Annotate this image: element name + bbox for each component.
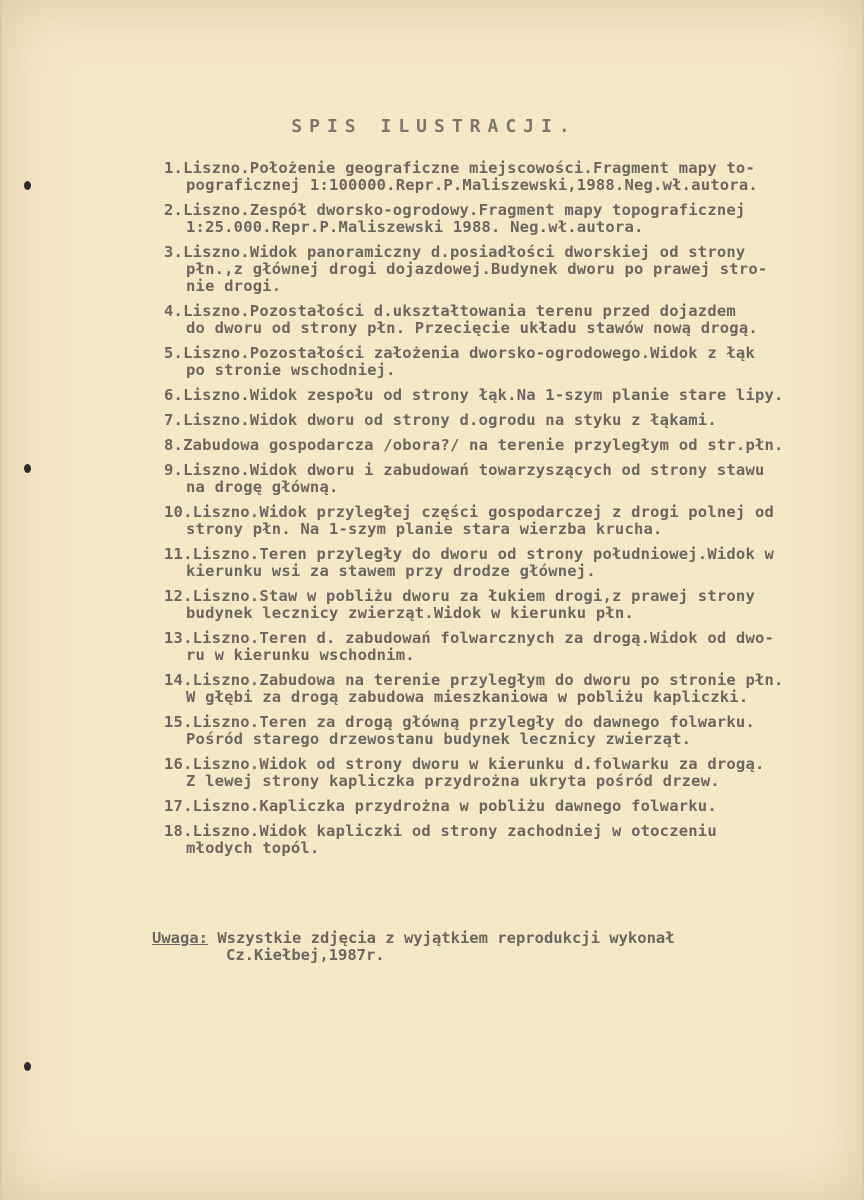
illustration-entry — [164, 412, 854, 429]
entry-number: 17. — [164, 797, 193, 815]
illustration-entry — [164, 672, 854, 706]
note-text: Wszystkie zdjęcia z wyjątkiem reprodukcji wykonał — [208, 929, 675, 947]
entry-text: Liszno.Widok zespołu od strony łąk.Na 1-szym planie stare lipy. — [183, 386, 784, 404]
entry-text: W głębi za drogą zabudowa mieszkaniowa w pobliżu kapliczki. — [186, 688, 749, 706]
illustration-entry — [164, 160, 854, 194]
entry-continuation-line — [164, 563, 854, 580]
entry-text: młodych topól. — [186, 839, 320, 857]
entry-continuation-line — [164, 362, 854, 379]
punch-hole-mark — [24, 1062, 31, 1071]
document-title: SPIS ILUSTRACJI. — [291, 116, 577, 137]
entry-number: 8. — [164, 436, 184, 454]
illustration-entry — [164, 504, 854, 538]
entry-text: na drogę główną. — [186, 478, 339, 496]
illustration-entry — [164, 714, 854, 748]
illustration-entry — [164, 345, 854, 379]
entry-number: 1. — [164, 159, 184, 177]
entry-number: 16. — [164, 755, 193, 773]
entry-first-line — [164, 714, 854, 731]
entry-first-line — [164, 823, 854, 840]
entry-number: 15. — [164, 713, 193, 731]
illustration-entry — [164, 387, 854, 404]
entry-text: Liszno.Kapliczka przydrożna w pobliżu dawnego folwarku. — [192, 797, 717, 815]
entry-first-line — [164, 437, 854, 454]
entry-first-line — [164, 462, 854, 479]
entry-text: Liszno.Teren za drogą główną przyległy do dawnego folwarku. — [192, 713, 755, 731]
entry-text: po stronie wschodniej. — [186, 361, 396, 379]
entry-number: 7. — [164, 411, 184, 429]
entry-continuation-line — [164, 320, 854, 337]
note-label: Uwaga: — [152, 929, 208, 947]
entry-first-line — [164, 630, 854, 647]
entry-text: Liszno.Pozostałości założenia dworsko-ogrodowego.Widok z łąk — [183, 344, 755, 362]
entry-text: Liszno.Pozostałości d.ukształtowania terenu przed dojazdem — [183, 302, 736, 320]
punch-hole-mark — [24, 464, 31, 473]
entry-first-line — [164, 303, 854, 320]
note — [152, 930, 675, 964]
illustration-entry — [164, 244, 854, 295]
entry-text: pograficznej 1:100000.Repr.P.Maliszewski,1988.Neg.wł.autora. — [186, 176, 758, 194]
entry-text: kierunku wsi za stawem przy drodze głównej. — [186, 562, 596, 580]
entry-text: Zabudowa gospodarcza /obora?/ na terenie przyległym od str.płn. — [183, 436, 784, 454]
entry-text: Liszno.Widok dworu i zabudowań towarzyszących od strony stawu — [183, 461, 765, 479]
entry-continuation-line — [164, 521, 854, 538]
entry-continuation-line — [164, 773, 854, 790]
entry-text: do dworu od strony płn. Przecięcie układu stawów nową drogą. — [186, 319, 758, 337]
entry-text: budynek lecznicy zwierząt.Widok w kierunku płn. — [186, 604, 634, 622]
entry-first-line — [164, 546, 854, 563]
entry-first-line — [164, 202, 854, 219]
illustration-entry — [164, 588, 854, 622]
entry-first-line — [164, 412, 854, 429]
entry-text: 1:25.000.Repr.P.Maliszewski 1988. Neg.wł.autora. — [186, 218, 644, 236]
entry-number: 6. — [164, 386, 184, 404]
entry-first-line — [164, 244, 854, 261]
entry-continuation-line — [164, 840, 854, 857]
punch-hole-mark — [24, 181, 31, 190]
entry-number: 9. — [164, 461, 184, 479]
entry-text: Liszno.Zabudowa na terenie przyległym do dworu po stronie płn. — [192, 671, 784, 689]
illustration-entry — [164, 798, 854, 815]
entry-continuation-line — [164, 261, 854, 278]
entry-number: 3. — [164, 243, 184, 261]
illustration-entry — [164, 437, 854, 454]
entry-text: Liszno.Zespół dworsko-ogrodowy.Fragment mapy topograficznej — [183, 201, 746, 219]
entry-continuation-line — [164, 647, 854, 664]
entry-text: Pośród starego drzewostanu budynek lecznicy zwierząt. — [186, 730, 692, 748]
entry-first-line — [164, 672, 854, 689]
entry-text: Liszno.Położenie geograficzne miejscowości.Fragment mapy to- — [183, 159, 755, 177]
illustration-entry — [164, 630, 854, 664]
entry-text: Liszno.Teren d. zabudowań folwarcznych za drogą.Widok od dwo- — [192, 629, 775, 647]
entry-first-line — [164, 387, 854, 404]
entry-continuation-line — [164, 731, 854, 748]
entry-number: 14. — [164, 671, 193, 689]
entry-text: Liszno.Widok przyległej części gospodarczej z drogi polnej od — [192, 503, 775, 521]
illustration-entry — [164, 462, 854, 496]
entry-text: nie drogi. — [186, 277, 282, 295]
entry-text: płn.,z głównej drogi dojazdowej.Budynek dworu po prawej stro- — [186, 260, 768, 278]
entry-number: 10. — [164, 503, 193, 521]
entry-text: Liszno.Teren przyległy do dworu od strony południowej.Widok w — [192, 545, 775, 563]
entry-first-line — [164, 756, 854, 773]
entry-first-line — [164, 345, 854, 362]
entry-first-line — [164, 588, 854, 605]
illustration-entry — [164, 756, 854, 790]
entry-continuation-line — [164, 605, 854, 622]
entry-number: 13. — [164, 629, 193, 647]
entry-continuation-line — [164, 278, 854, 295]
entry-text: strony płn. Na 1-szym planie stara wierzba krucha. — [186, 520, 663, 538]
entry-number: 5. — [164, 344, 184, 362]
entry-text: Liszno.Widok od strony dworu w kierunku d.folwarku za drogą. — [192, 755, 765, 773]
entry-continuation-line — [164, 479, 854, 496]
entry-number: 11. — [164, 545, 193, 563]
illustration-entry — [164, 546, 854, 580]
illustration-entry — [164, 202, 854, 236]
entry-number: 2. — [164, 201, 184, 219]
entry-first-line — [164, 798, 854, 815]
entry-number: 18. — [164, 822, 193, 840]
illustration-entry — [164, 823, 854, 857]
entry-first-line — [164, 160, 854, 177]
entry-text: Liszno.Widok panoramiczny d.posiadłości dworskiej od strony — [183, 243, 746, 261]
illustration-entry — [164, 303, 854, 337]
entry-text: Z lewej strony kapliczka przydrożna ukryta pośród drzew. — [186, 772, 720, 790]
entry-continuation-line — [164, 219, 854, 236]
entry-text: Liszno.Staw w pobliżu dworu za łukiem drogi,z prawej strony — [192, 587, 755, 605]
entry-continuation-line — [164, 689, 854, 706]
entry-first-line — [164, 504, 854, 521]
entry-text: ru w kierunku wschodnim. — [186, 646, 415, 664]
entry-number: 12. — [164, 587, 193, 605]
entry-text: Liszno.Widok kapliczki od strony zachodniej w otoczeniu — [192, 822, 717, 840]
entry-continuation-line — [164, 177, 854, 194]
entry-text: Liszno.Widok dworu od strony d.ogrodu na styku z łąkami. — [183, 411, 717, 429]
entry-number: 4. — [164, 302, 184, 320]
note-signature: Cz.Kiełbej,1987r. — [226, 946, 385, 964]
illustration-list — [164, 160, 854, 865]
